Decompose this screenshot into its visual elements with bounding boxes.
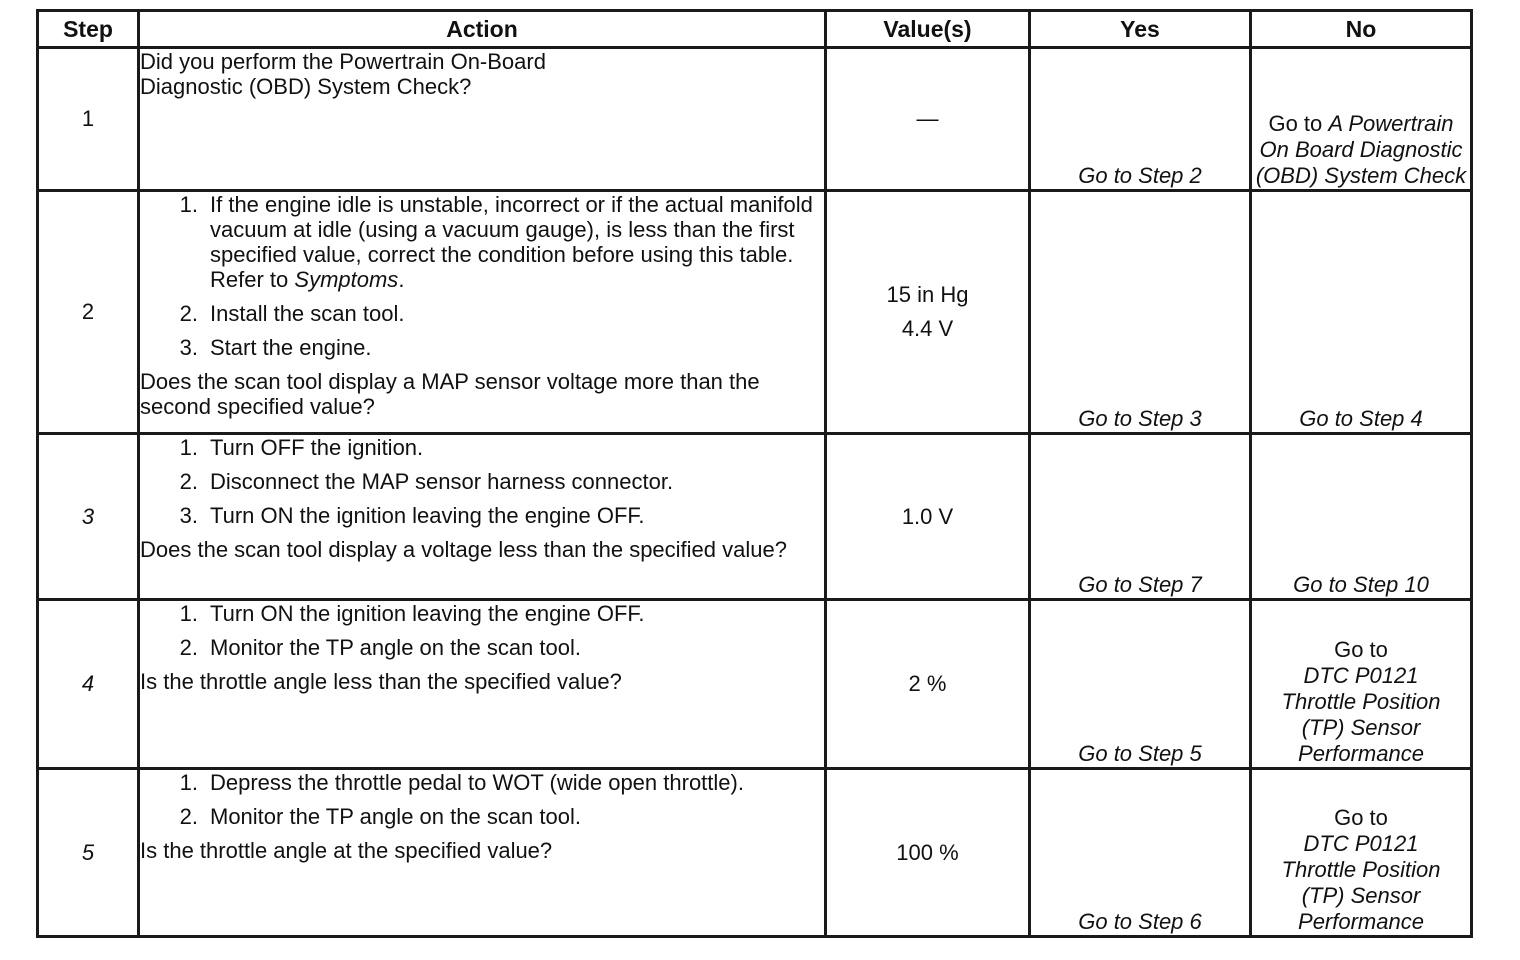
instruction-text: Turn ON the ignition leaving the engine OFF. xyxy=(210,503,645,528)
action-question: Is the throttle angle less than the specified value? xyxy=(140,669,622,694)
step-number: 2 xyxy=(38,191,139,434)
step-number: 3 xyxy=(38,434,139,600)
list-item: 2. Install the scan tool. xyxy=(140,301,824,326)
instruction-text: If the engine idle is unstable, incorrect or if the actual manifold vacuum at idle (using a vacuum gauge), is less than the first specified value, correct the condition before using this table. Refer to xyxy=(210,192,813,292)
instruction-text: Depress the throttle pedal to WOT (wide open throttle). xyxy=(210,770,744,795)
table-row-step-4 xyxy=(38,600,1472,769)
list-item: 2. Monitor the TP angle on the scan tool. xyxy=(140,804,824,829)
instruction-text: Start the engine. xyxy=(210,335,372,360)
no-cell xyxy=(1251,600,1472,769)
no-reference-link[interactable]: DTC P0121 Throttle Position (TP) Sensor Performance xyxy=(1281,831,1441,934)
no-cell xyxy=(1251,191,1472,434)
table-row-step-1 xyxy=(38,48,1472,191)
value-cell xyxy=(826,191,1030,434)
action-cell xyxy=(139,769,826,937)
instruction-text: Monitor the TP angle on the scan tool. xyxy=(210,804,581,829)
list-item: 2. Monitor the TP angle on the scan tool. xyxy=(140,635,824,660)
instruction-text: Monitor the TP angle on the scan tool. xyxy=(210,635,581,660)
header-yes: Yes xyxy=(1030,11,1251,48)
step-number: 1 xyxy=(38,48,139,191)
value: 4.4 V xyxy=(901,316,954,341)
action-question: Does the scan tool display a voltage less than the specified value? xyxy=(140,537,787,562)
list-item: 3. Start the engine. xyxy=(140,335,824,360)
action-question: Does the scan tool display a MAP sensor voltage more than the second specified value? xyxy=(140,369,760,419)
step-number: 4 xyxy=(38,600,139,769)
value-cell xyxy=(826,600,1030,769)
instruction-list xyxy=(140,435,824,528)
value-cell xyxy=(826,769,1030,937)
instruction-list xyxy=(140,601,824,660)
instruction-text: Turn ON the ignition leaving the engine OFF. xyxy=(210,601,645,626)
symptoms-reference-link[interactable]: Symptoms xyxy=(294,267,399,292)
value-cell xyxy=(826,434,1030,600)
yes-go-to-step-link[interactable]: Go to Step 2 xyxy=(1078,163,1202,188)
diagnostic-table xyxy=(36,9,1473,938)
no-reference-link[interactable]: A Powertrain On Board Diagnostic (OBD) System Check xyxy=(1255,111,1467,188)
no-cell xyxy=(1251,769,1472,937)
instruction-list xyxy=(140,770,824,829)
no-go-to-prefix: Go to xyxy=(1334,637,1388,662)
list-item: 1. Turn OFF the ignition. xyxy=(140,435,824,460)
action-cell xyxy=(139,600,826,769)
table-row-step-5 xyxy=(38,769,1472,937)
instruction-text: Install the scan tool. xyxy=(210,301,405,326)
value: 100 % xyxy=(896,839,959,865)
list-item: 1. Turn ON the ignition leaving the engine OFF. xyxy=(140,601,824,626)
value: 1.0 V xyxy=(901,503,954,529)
header-no: No xyxy=(1251,11,1472,48)
action-cell xyxy=(139,434,826,600)
action-question: Is the throttle angle at the specified value? xyxy=(140,838,553,863)
table-row-step-2 xyxy=(38,191,1472,434)
no-cell xyxy=(1251,434,1472,600)
yes-cell xyxy=(1030,769,1251,937)
yes-cell xyxy=(1030,48,1251,191)
list-item: 3. Turn ON the ignition leaving the engine OFF. xyxy=(140,503,824,528)
action-cell xyxy=(139,191,826,434)
list-item: 1. If the engine idle is unstable, incorrect or if the actual manifold vacuum at idle (using a vacuum gauge), is less than the first specified value, correct the condition before using this table. Refer to Symptoms. xyxy=(179,192,813,292)
yes-go-to-step-link[interactable]: Go to Step 7 xyxy=(1078,572,1202,597)
header-action: Action xyxy=(139,11,826,48)
instruction-text: Turn OFF the ignition. xyxy=(210,435,424,460)
instruction-list xyxy=(140,192,824,360)
step-number: 5 xyxy=(38,769,139,937)
table-row-step-3 xyxy=(38,434,1472,600)
yes-cell xyxy=(1030,434,1251,600)
yes-cell xyxy=(1030,600,1251,769)
header-values: Value(s) xyxy=(826,11,1030,48)
yes-go-to-step-link[interactable]: Go to Step 3 xyxy=(1078,406,1202,431)
value-cell xyxy=(826,48,1030,191)
instruction-text: Disconnect the MAP sensor harness connector. xyxy=(210,469,674,494)
no-go-to-prefix: Go to xyxy=(1268,111,1329,136)
value: 2 % xyxy=(908,671,947,696)
action-cell xyxy=(139,48,826,191)
yes-go-to-step-link[interactable]: Go to Step 5 xyxy=(1078,741,1202,766)
action-question: Did you perform the Powertrain On-Board Diagnostic (OBD) System Check? xyxy=(140,49,546,99)
yes-go-to-step-link[interactable]: Go to Step 6 xyxy=(1078,909,1202,934)
list-item: 2. Disconnect the MAP sensor harness connector. xyxy=(140,469,824,494)
yes-cell xyxy=(1030,191,1251,434)
no-go-to-prefix: Go to xyxy=(1334,805,1388,830)
list-item: 1. Depress the throttle pedal to WOT (wide open throttle). xyxy=(140,770,824,795)
no-go-to-step-link[interactable]: Go to Step 4 xyxy=(1299,406,1423,431)
no-cell xyxy=(1251,48,1472,191)
no-go-to-step-link[interactable]: Go to Step 10 xyxy=(1293,572,1429,597)
value: 15 in Hg xyxy=(886,282,969,307)
header-row xyxy=(38,11,1472,48)
header-step: Step xyxy=(38,11,139,48)
value: — xyxy=(916,106,939,131)
no-reference-link[interactable]: DTC P0121 Throttle Position (TP) Sensor Performance xyxy=(1281,663,1441,766)
